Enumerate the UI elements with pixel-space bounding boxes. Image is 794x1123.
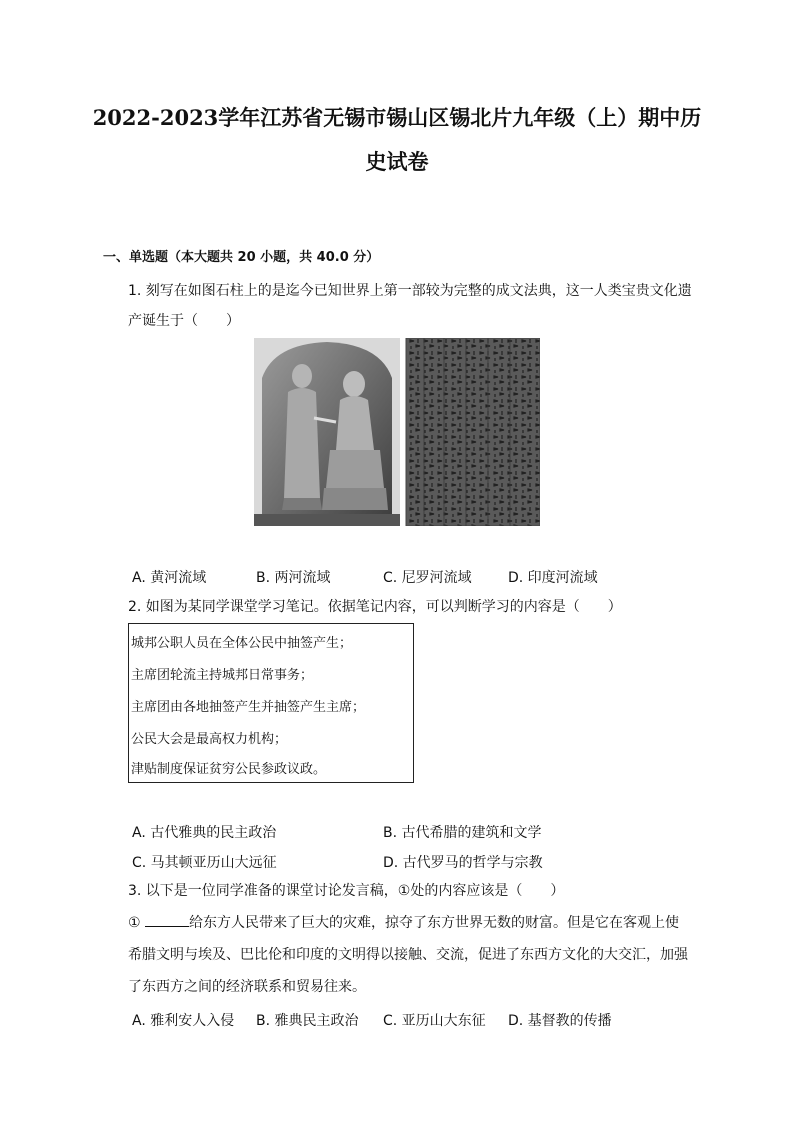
circled-marker: ① <box>128 915 141 931</box>
q2-option-c: C. 马其顿亚历山大远征 <box>132 855 277 871</box>
note-line-3: 主席团由各地抽签产生并抽签产生主席； <box>131 700 366 715</box>
note-line-4: 公民大会是最高权力机构； <box>131 732 288 747</box>
q2-option-b: B. 古代希腊的建筑和文学 <box>383 825 542 841</box>
note-line-5: 津贴制度保证贫穷公民参政议政。 <box>131 762 327 777</box>
title-line-1: 2022-2023学年江苏省无锡市锡山区锡北片九年级（上）期中历 <box>92 105 702 130</box>
question-1-line-2: 产诞生于（ ） <box>128 313 240 329</box>
question-3-line-4: 了东西方之间的经济联系和贸易往来。 <box>128 979 366 995</box>
q2-option-a: A. 古代雅典的民主政治 <box>132 825 277 841</box>
exam-title <box>80 96 714 184</box>
question-3-body <box>128 908 698 1002</box>
answer-blank <box>145 912 189 927</box>
q3-option-a: A. 雅利安人入侵 <box>132 1013 235 1029</box>
relief-image <box>254 338 400 526</box>
question-3-text: 给东方人民带来了巨大的灾难，掠夺了东方世界无数的财富。但是它在客观上使 <box>189 915 680 931</box>
note-line-2: 主席团轮流主持城邦日常事务； <box>131 668 314 683</box>
q2-option-d: D. 古代罗马的哲学与宗教 <box>383 855 543 871</box>
q3-option-b: B. 雅典民主政治 <box>256 1013 359 1029</box>
cuneiform-image <box>406 338 540 526</box>
q3-option-c: C. 亚历山大东征 <box>383 1013 486 1029</box>
q1-option-c: C. 尼罗河流域 <box>383 570 472 586</box>
q1-option-b: B. 两河流域 <box>256 570 331 586</box>
q1-option-d: D. 印度河流域 <box>508 570 598 586</box>
code-of-hammurabi-figure <box>254 338 540 526</box>
question-3-line-3: 希腊文明与埃及、巴比伦和印度的文明得以接触、交流，促进了东西方文化的大交汇，加强 <box>128 947 688 963</box>
question-2-line-1: 2. 如图为某同学课堂学习笔记。依据笔记内容，可以判断学习的内容是（ ） <box>128 599 622 615</box>
section-heading: 一、单选题（本大题共 20 小题，共 40.0 分） <box>103 250 380 265</box>
question-1 <box>128 276 698 336</box>
q3-option-d: D. 基督教的传播 <box>508 1013 612 1029</box>
title-line-2: 史试卷 <box>365 149 429 174</box>
note-line-1: 城邦公职人员在全体公民中抽签产生； <box>131 636 353 651</box>
question-3-line-2 <box>128 908 698 938</box>
question-3-line-1: 3. 以下是一位同学准备的课堂讨论发言稿，①处的内容应该是（ ） <box>128 883 565 899</box>
question-2 <box>128 592 698 622</box>
question-3 <box>128 876 698 906</box>
q1-option-a: A. 黄河流域 <box>132 570 207 586</box>
stele-images <box>254 338 540 526</box>
study-notes-box <box>128 623 414 783</box>
question-1-line-1: 1. 刻写在如图石柱上的是迄今已知世界上第一部较为完整的成文法典，这一人类宝贵文化遗 <box>128 283 692 299</box>
